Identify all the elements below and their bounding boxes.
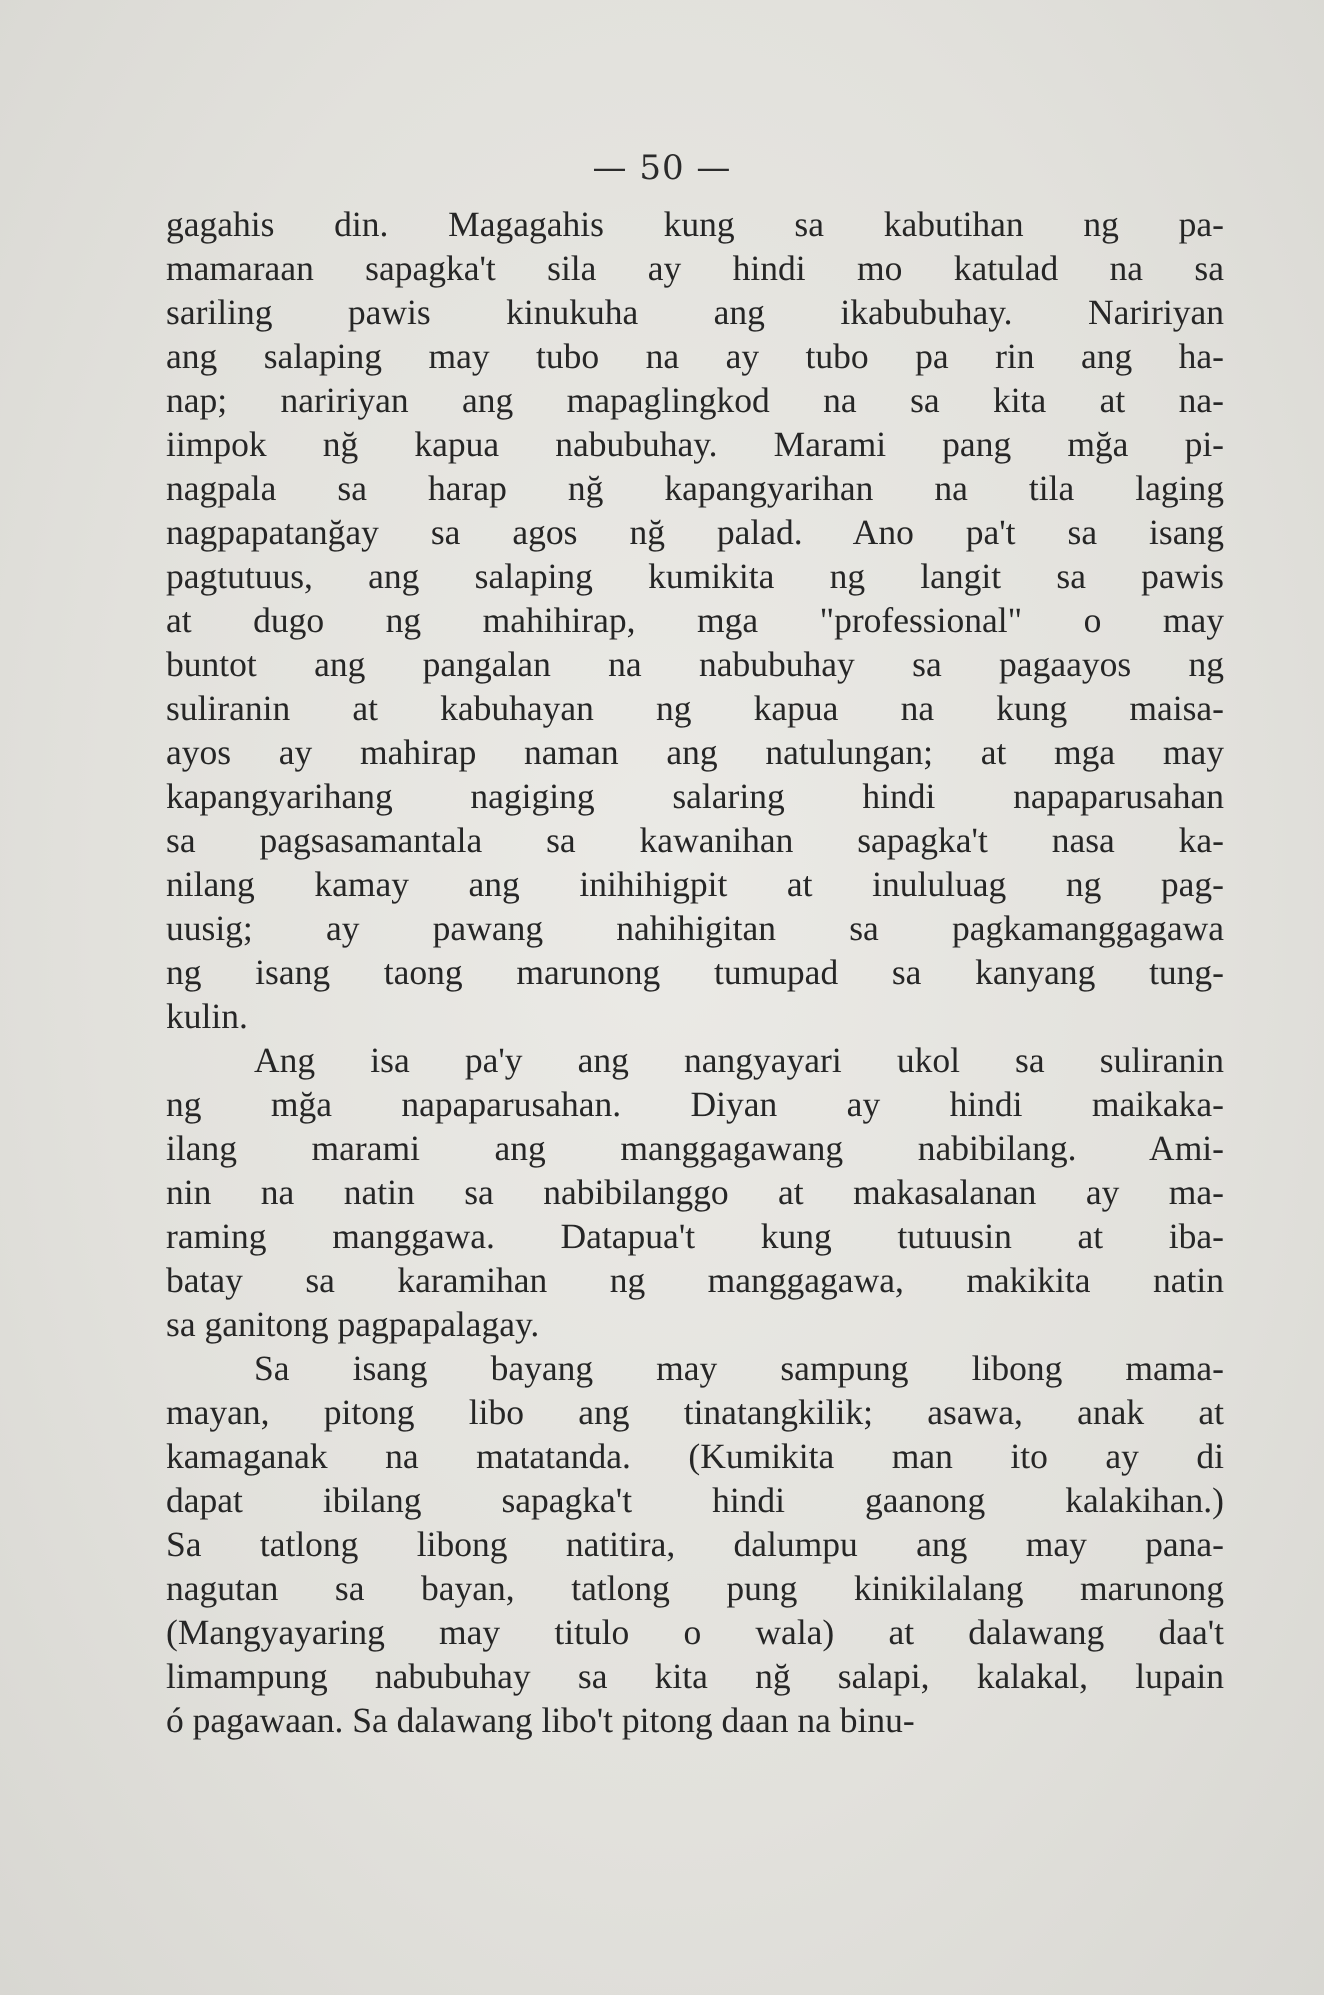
text-line: at dugo ng mahihirap, mga "professional" o may [166,600,1224,640]
text-line: nagpala sa harap nğ kapangyarihan na tila laging [166,468,1224,508]
text-line: pagtutuus, ang salaping kumikita ng langit sa pawis [166,556,1224,596]
text-line: suliranin at kabuhayan ng kapua na kung maisa- [166,688,1224,728]
text-line: ayos ay mahirap naman ang natulungan; at mga may [166,732,1224,772]
text-line: (Mangyayaring may titulo o wala) at dalawang daa't [166,1612,1224,1652]
text-line: sariling pawis kinukuha ang ikabubuhay. Naririyan [166,292,1224,332]
text-line: dapat ibilang sapagka't hindi gaanong kalakihan.) [166,1480,1224,1520]
text-line: kulin. [166,996,248,1036]
text-line: ng isang taong marunong tumupad sa kanyang tung- [166,952,1224,992]
text-line: nagpapatanğay sa agos nğ palad. Ano pa't sa isang [166,512,1224,552]
text-line: Ang isa pa'y ang nangyayari ukol sa suliranin [254,1040,1224,1080]
text-line: kapangyarihang nagiging salaring hindi napaparusahan [166,776,1224,816]
text-line: Sa tatlong libong natitira, dalumpu ang may pana- [166,1524,1224,1564]
text-line: limampung nabubuhay sa kita nğ salapi, kalakal, lupain [166,1656,1224,1696]
text-line: sa pagsasamantala sa kawanihan sapagka't nasa ka- [166,820,1224,860]
text-line: ng mğa napaparusahan. Diyan ay hindi maikaka- [166,1084,1224,1124]
text-line: nap; naririyan ang mapaglingkod na sa kita at na- [166,380,1224,420]
page-number: — 50 — [592,148,732,188]
text-line: mayan, pitong libo ang tinatangkilik; asawa, anak at [166,1392,1224,1432]
text-line: ó pagawaan. Sa dalawang libo't pitong daan na binu- [166,1700,915,1740]
paragraph [166,1038,1224,1346]
text-line: nagutan sa bayan, tatlong pung kinikilalang marunong [166,1568,1224,1608]
text-line: iimpok nğ kapua nabubuhay. Marami pang mğa pi- [166,424,1224,464]
text-line: raming manggawa. Datapua't kung tutuusin at iba- [166,1216,1224,1256]
text-line: kamaganak na matatanda. (Kumikita man ito ay di [166,1436,1224,1476]
text-line: batay sa karamihan ng manggagawa, makikita natin [166,1260,1224,1300]
text-line: mamaraan sapagka't sila ay hindi mo katulad na sa [166,248,1224,288]
body-text [166,202,1224,1742]
text-line: gagahis din. Magagahis kung sa kabutihan ng pa- [166,204,1224,244]
text-line: nin na natin sa nabibilanggo at makasalanan ay ma- [166,1172,1224,1212]
text-line: ilang marami ang manggagawang nabibilang. Ami- [166,1128,1224,1168]
paragraph [166,202,1224,1038]
paragraph [166,1346,1224,1742]
text-line: ang salaping may tubo na ay tubo pa rin ang ha- [166,336,1224,376]
text-line: sa ganitong pagpapalagay. [166,1304,540,1344]
text-line: buntot ang pangalan na nabubuhay sa pagaayos ng [166,644,1224,684]
text-line: nilang kamay ang inihihigpit at inululuag ng pag- [166,864,1224,904]
text-line: Sa isang bayang may sampung libong mama- [254,1348,1224,1388]
text-line: uusig; ay pawang nahihigitan sa pagkamanggagawa [166,908,1224,948]
